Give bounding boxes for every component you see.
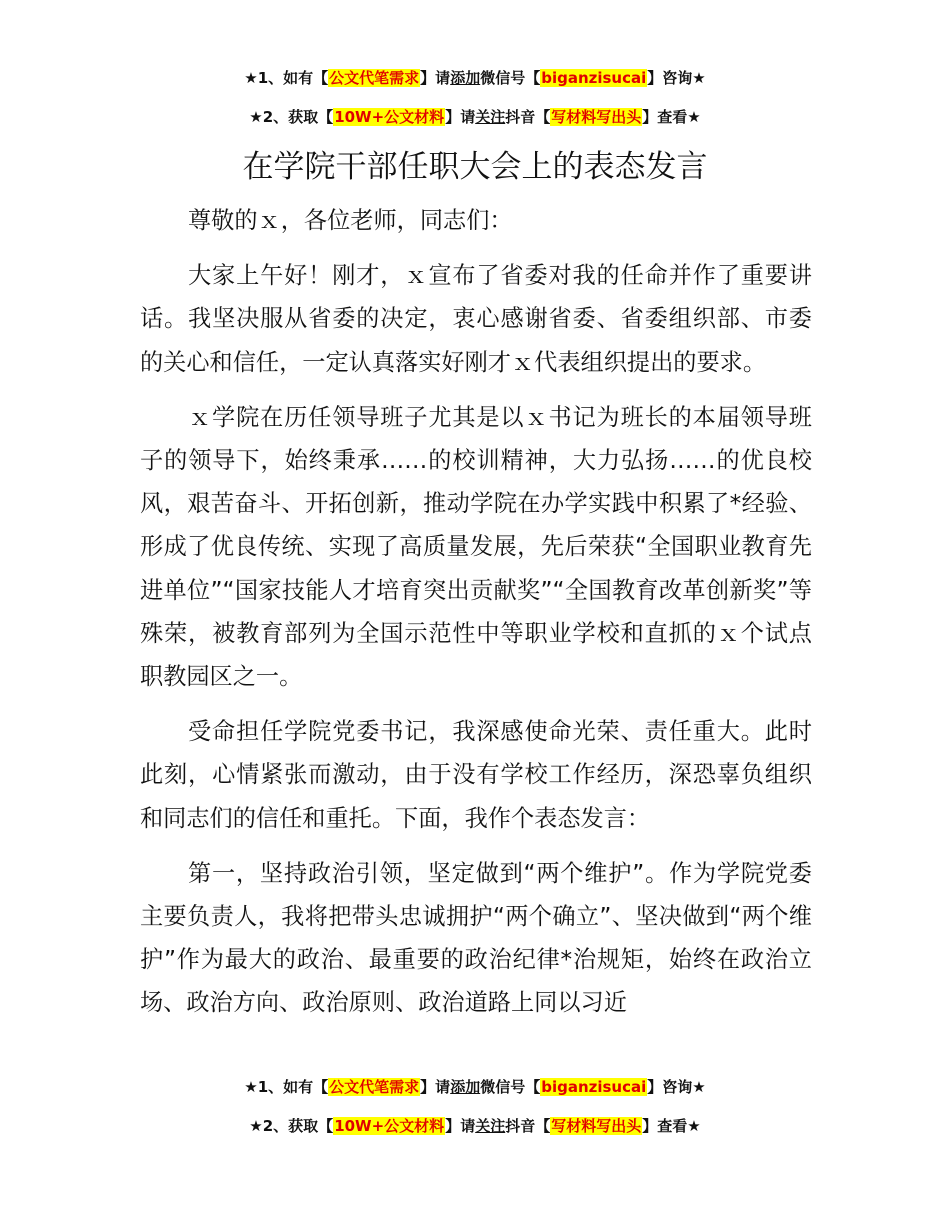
banner-text: 】咨询★ [647, 1078, 706, 1096]
banner-text: 】请 [420, 1078, 451, 1096]
banner-highlight: biganzisucai [541, 1078, 647, 1096]
header-banner-line-2 [0, 106, 950, 128]
banner-highlight: 10W+公文材料 [334, 108, 445, 126]
banner-underlined: 添加 [450, 1078, 481, 1096]
banner-text: ★2、获取【 [249, 108, 334, 126]
banner-highlight: 10W+公文材料 [334, 1117, 445, 1135]
banner-highlight: biganzisucai [541, 69, 647, 87]
banner-text: 微信号【 [480, 1078, 541, 1096]
paragraph: ｘ学院在历任领导班子尤其是以ｘ书记为班长的本届领导班子的领导下，始终秉承……的校训精神，大力弘扬……的优良校风，艰苦奋斗、开拓创新，推动学院在办学实践中积累了*经验、形成了优良传统、实现了高质量发展，先后荣获“全国职业教育先进单位”“国家技能人才培育突出贡献奖”“全国教育改革创新奖”等殊荣，被教育部列为全国示范性中等职业学校和直抓的ｘ个试点职教园区之一。 [140, 403, 812, 691]
paragraph: 受命担任学院党委书记，我深感使命光荣、责任重大。此时此刻，心情紧张而激动，由于没有学校工作经历，深恐辜负组织和同志们的信任和重托。下面，我作个表态发言： [140, 718, 812, 832]
footer-banner-line-1 [0, 1076, 950, 1098]
banner-highlight: 写材料写出头 [551, 108, 642, 126]
banner-underlined: 添加 [450, 69, 481, 87]
banner-underlined: 关注 [475, 1117, 506, 1135]
banner-text: 】查看★ [642, 1117, 701, 1135]
banner-highlight: 公文代笔需求 [329, 69, 420, 87]
banner-text: 抖音【 [505, 108, 551, 126]
header-banner-line-1 [0, 67, 950, 89]
banner-text: 】请 [445, 108, 476, 126]
banner-text: 】请 [420, 69, 451, 87]
banner-text: ★2、获取【 [249, 1117, 334, 1135]
document-body [140, 199, 812, 1025]
document-title: 在学院干部任职大会上的表态发言 [242, 149, 708, 185]
footer-banner-line-2 [0, 1115, 950, 1137]
banner-text: 抖音【 [505, 1117, 551, 1135]
salutation: 尊敬的ｘ，各位老师，同志们： [188, 207, 513, 234]
banner-text: ★1、如有【 [244, 69, 329, 87]
banner-underlined: 关注 [475, 108, 506, 126]
paragraph: 大家上午好！刚才，ｘ宣布了省委对我的任命并作了重要讲话。我坚决服从省委的决定，衷心感谢省委、省委组织部、市委的关心和信任，一定认真落实好刚才ｘ代表组织提出的要求。 [140, 262, 812, 376]
paragraph: 第一，坚持政治引领，坚定做到“两个维护”。作为学院党委主要负责人，我将把带头忠诚拥护“两个确立”、坚决做到“两个维护”作为最大的政治、最重要的政治纪律*治规矩，始终在政治立场、政治方向、政治原则、政治道路上同以习近 [140, 859, 812, 1017]
banner-text: 】请 [445, 1117, 476, 1135]
banner-highlight: 写材料写出头 [551, 1117, 642, 1135]
banner-highlight: 公文代笔需求 [329, 1078, 420, 1096]
banner-text: 】咨询★ [647, 69, 706, 87]
banner-text: ★1、如有【 [244, 1078, 329, 1096]
banner-text: 微信号【 [480, 69, 541, 87]
banner-text: 】查看★ [642, 108, 701, 126]
